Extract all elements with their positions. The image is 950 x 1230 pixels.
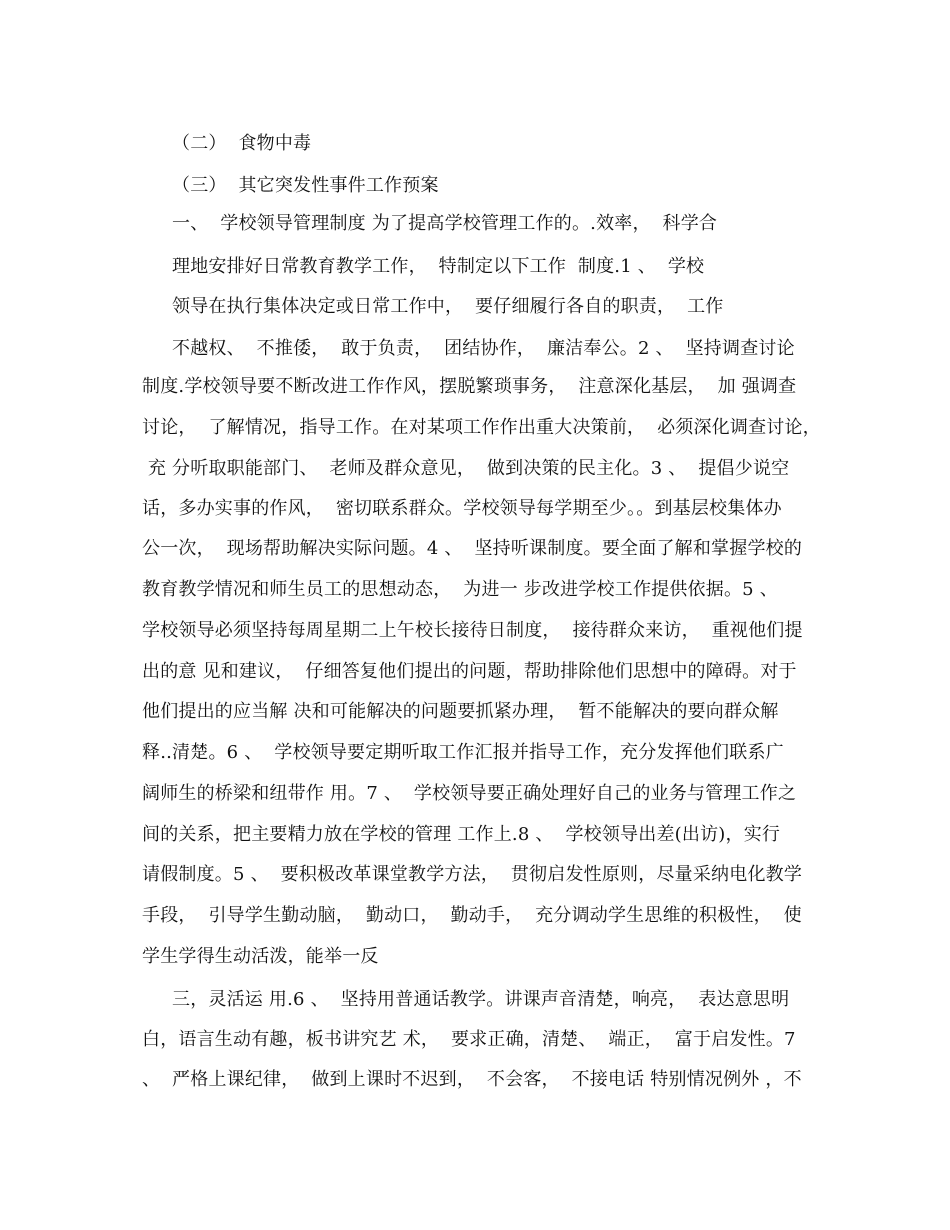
text-line-10: 话，多办实事的作风， 密切联系群众。学校领导每学期至少。。到基层校集体办 <box>142 498 782 519</box>
text-line-4: 理地安排好日常教育教学工作， 特制定以下工作 制度.1 、 学校 <box>172 256 705 277</box>
text-line-3: 一、 学校领导管理制度 为了提高学校管理工作的。.效率， 科学合 <box>172 213 718 234</box>
text-line-24: 、 严格上课纪律， 做到上课时不迟到， 不会客， 不接电话 特别情况例外 ，不 <box>142 1069 802 1090</box>
text-line-8: 讨论， 了解情况，指导工作。在对某项工作作出重大决策前， 必须深化调查讨论， <box>142 417 821 438</box>
text-line-6: 不越权、 不推倭， 敢于负责， 团结协作， 廉洁奉公。2 、 坚持调查讨论 <box>172 338 795 359</box>
text-line-9: 充 分听取职能部门、 老师及群众意见， 做到决策的民主化。3 、 提倡少说空 <box>142 458 790 479</box>
text-line-7: 制度.学校领导要不断改进工作作风，摆脱繁琐事务， 注意深化基层， 加 强调查 <box>142 376 797 397</box>
text-line-21: 学生学得生动活泼，能举一反 <box>142 946 379 967</box>
text-line-13: 学校领导必须坚持每周星期二上午校长接待日制度， 接待群众来访， 重视他们提 <box>142 620 803 641</box>
text-line-22: 三，灵活运 用.6 、 坚持用普通话教学。讲课声音清楚，响亮， 表达意思明 <box>172 989 790 1010</box>
text-line-18: 间的关系，把主要精力放在学校的管理 工作上.8 、 学校领导出差(出访)，实行 <box>142 824 781 845</box>
text-line-16: 释..清楚。6 、 学校领导要定期听取工作汇报并指导工作，充分发挥他们联系广 <box>142 742 784 763</box>
text-line-1: （二） 食物中毒 <box>172 133 312 154</box>
text-line-5: 领导在执行集体决定或日常工作中， 要仔细履行各自的职责， 工作 <box>172 296 724 317</box>
text-line-15: 他们提出的应当解 决和可能解决的问题要抓紧办理， 暂不能解决的要向群众解 <box>142 701 779 722</box>
text-line-17: 阔师生的桥梁和纽带作 用。7 、 学校领导要正确处理好自己的业务与管理工作之 <box>142 783 797 804</box>
text-line-2: （三） 其它突发性事件工作预案 <box>172 175 439 196</box>
text-line-19: 请假制度。5 、 要积极改革课堂教学方法， 贯彻启发性原则，尽量采纳电化教学 <box>142 864 803 885</box>
text-line-12: 教育教学情况和师生员工的思想动态， 为进一 步改进学校工作提供依据。5 、 <box>142 579 778 600</box>
text-line-14: 出的意 见和建议， 仔细答复他们提出的问题，帮助排除他们思想中的障碍。对于 <box>142 661 797 682</box>
text-line-23: 白，语言生动有趣，板书讲究艺 术， 要求正确，清楚、 端正， 富于启发性。7 <box>142 1029 796 1050</box>
text-line-11: 公一次， 现场帮助解决实际问题。4 、 坚持听课制度。要全面了解和掌握学校的 <box>142 538 803 559</box>
text-line-20: 手段， 引导学生勤动脑， 勤动口， 勤动手， 充分调动学生思维的积极性， 使 <box>142 905 802 926</box>
